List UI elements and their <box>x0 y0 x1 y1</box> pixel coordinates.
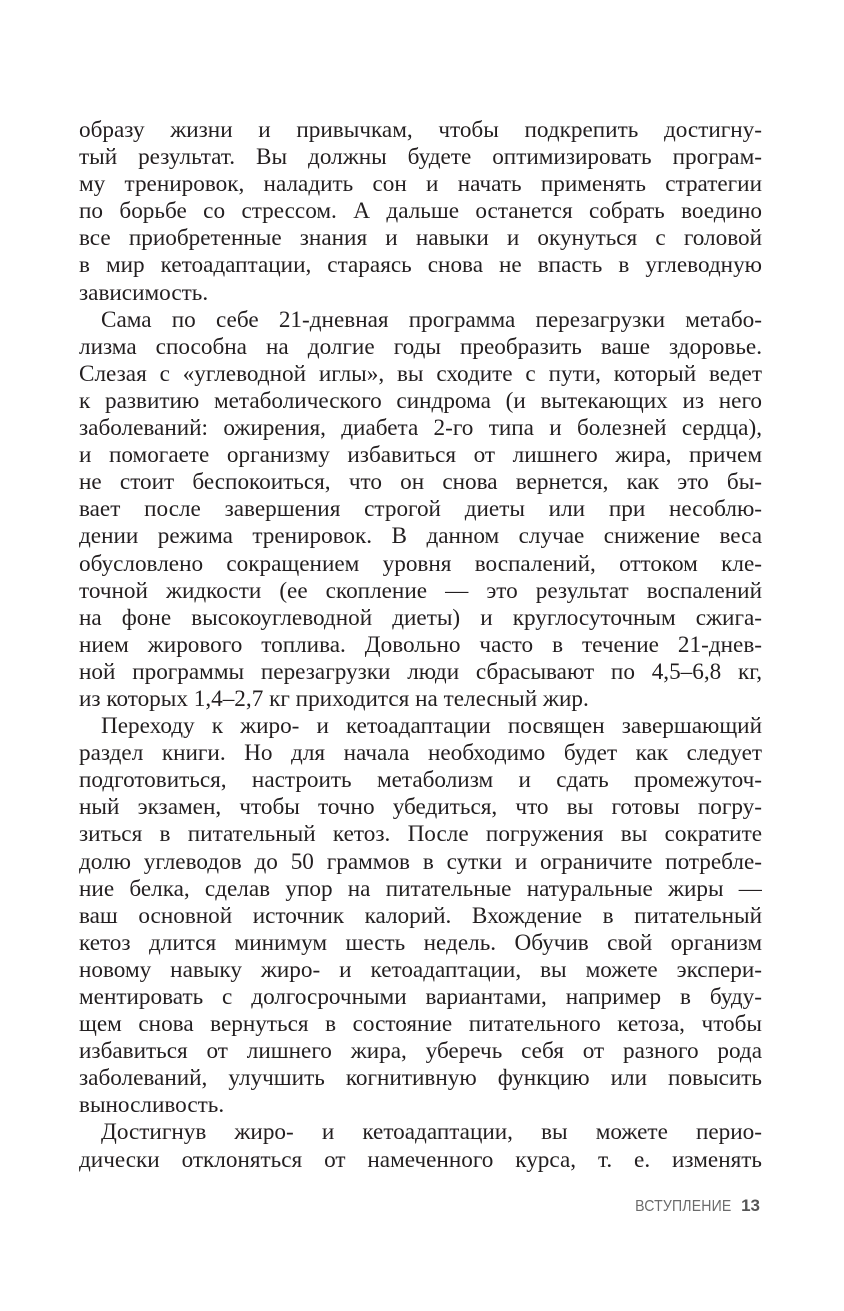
text-line: ваш основной источник калорий. Вхождение в питательный <box>79 902 762 929</box>
text-line: тый результат. Вы должны будете оптимизировать програм- <box>79 144 762 171</box>
text-line: Сама по себе 21-дневная программа перезагрузки метабо- <box>101 306 762 333</box>
text-line: по борьбе со стрессом. А дальше останется собрать воедино <box>79 198 762 225</box>
running-head: ВСТУПЛЕНИЕ <box>634 1198 732 1215</box>
text-line: избавиться от лишнего жира, уберечь себя от разного рода <box>79 1038 762 1065</box>
body-text <box>79 117 762 1174</box>
text-line: дически отклоняться от намеченного курса, т. е. изменять <box>79 1146 762 1173</box>
text-line: точной жидкости (ее скопление — это результат воспалений <box>79 577 762 604</box>
text-line: подготовиться, настроить метаболизм и сдать промежуточ- <box>79 767 762 794</box>
page-footer <box>622 1196 760 1216</box>
text-line: нием жирового топлива. Довольно часто в течение 21-днев- <box>79 631 762 658</box>
text-line: заболеваний: ожирения, диабета 2-го типа и болезней сердца), <box>79 415 762 442</box>
text-line: ние белка, сделав упор на питательные натуральные жиры — <box>79 875 762 902</box>
text-line: не стоит беспокоиться, что он снова вернется, как это бы- <box>79 469 762 496</box>
text-line: Достигнув жиро- и кетоадаптации, вы можете перио- <box>101 1119 762 1146</box>
text-line: щем снова вернуться в состояние питательного кетоза, чтобы <box>79 1011 762 1038</box>
text-line: раздел книги. Но для начала необходимо будет как следует <box>79 740 762 767</box>
text-line: на фоне высокоуглеводной диеты) и круглосуточным сжига- <box>79 604 762 631</box>
text-line: ментировать с долгосрочными вариантами, например в буду- <box>79 984 762 1010</box>
text-line: в мир кетоадаптации, стараясь снова не впасть в углеводную <box>79 252 762 279</box>
text-line: из которых 1,4–2,7 кг приходится на телесный жир. <box>79 685 589 712</box>
paragraph-1 <box>79 117 762 307</box>
text-line: к развитию метаболического синдрома (и вытекающих из него <box>79 387 762 414</box>
text-line: Переходу к жиро- и кетоадаптации посвящен завершающий <box>101 713 762 740</box>
text-line: вает после завершения строгой диеты или при несоблю- <box>79 496 762 523</box>
text-line: ный экзамен, чтобы точно убедиться, что вы готовы погру- <box>79 794 762 821</box>
text-line: зависимость. <box>79 279 209 306</box>
text-line: Слезая с «углеводной иглы», вы сходите с пути, который ведет <box>79 360 762 387</box>
text-line: и помогаете организму избавиться от лишнего жира, причем <box>79 442 762 469</box>
paragraph-3 <box>79 713 762 1119</box>
text-line: лизма способна на долгие годы преобразить ваше здоровье. <box>79 333 762 360</box>
paragraph-2 <box>79 307 762 713</box>
page-number: 13 <box>741 1196 760 1215</box>
text-line: долю углеводов до 50 граммов в сутки и ограничите потребле- <box>79 848 762 875</box>
paragraph-4 <box>79 1119 762 1173</box>
text-line: дении режима тренировок. В данном случае снижение веса <box>79 523 762 550</box>
text-line: зиться в питательный кетоз. После погружения вы сократите <box>79 821 762 848</box>
text-line: му тренировок, наладить сон и начать применять стратегии <box>79 171 762 198</box>
text-line: образу жизни и привычкам, чтобы подкрепить достигну- <box>79 117 762 143</box>
text-line: кетоз длится минимум шесть недель. Обучив свой организм <box>79 929 762 956</box>
text-line: заболеваний, улучшить когнитивную функцию или повысить <box>79 1065 762 1092</box>
text-line: все приобретенные знания и навыки и окунуться с головой <box>79 225 762 252</box>
text-line: обусловлено сокращением уровня воспалений, оттоком кле- <box>79 550 762 577</box>
text-line: ной программы перезагрузки люди сбрасывают по 4,5–6,8 кг, <box>79 658 762 685</box>
text-line: выносливость. <box>79 1092 225 1119</box>
text-line: новому навыку жиро- и кетоадаптации, вы можете экспери- <box>79 956 762 983</box>
